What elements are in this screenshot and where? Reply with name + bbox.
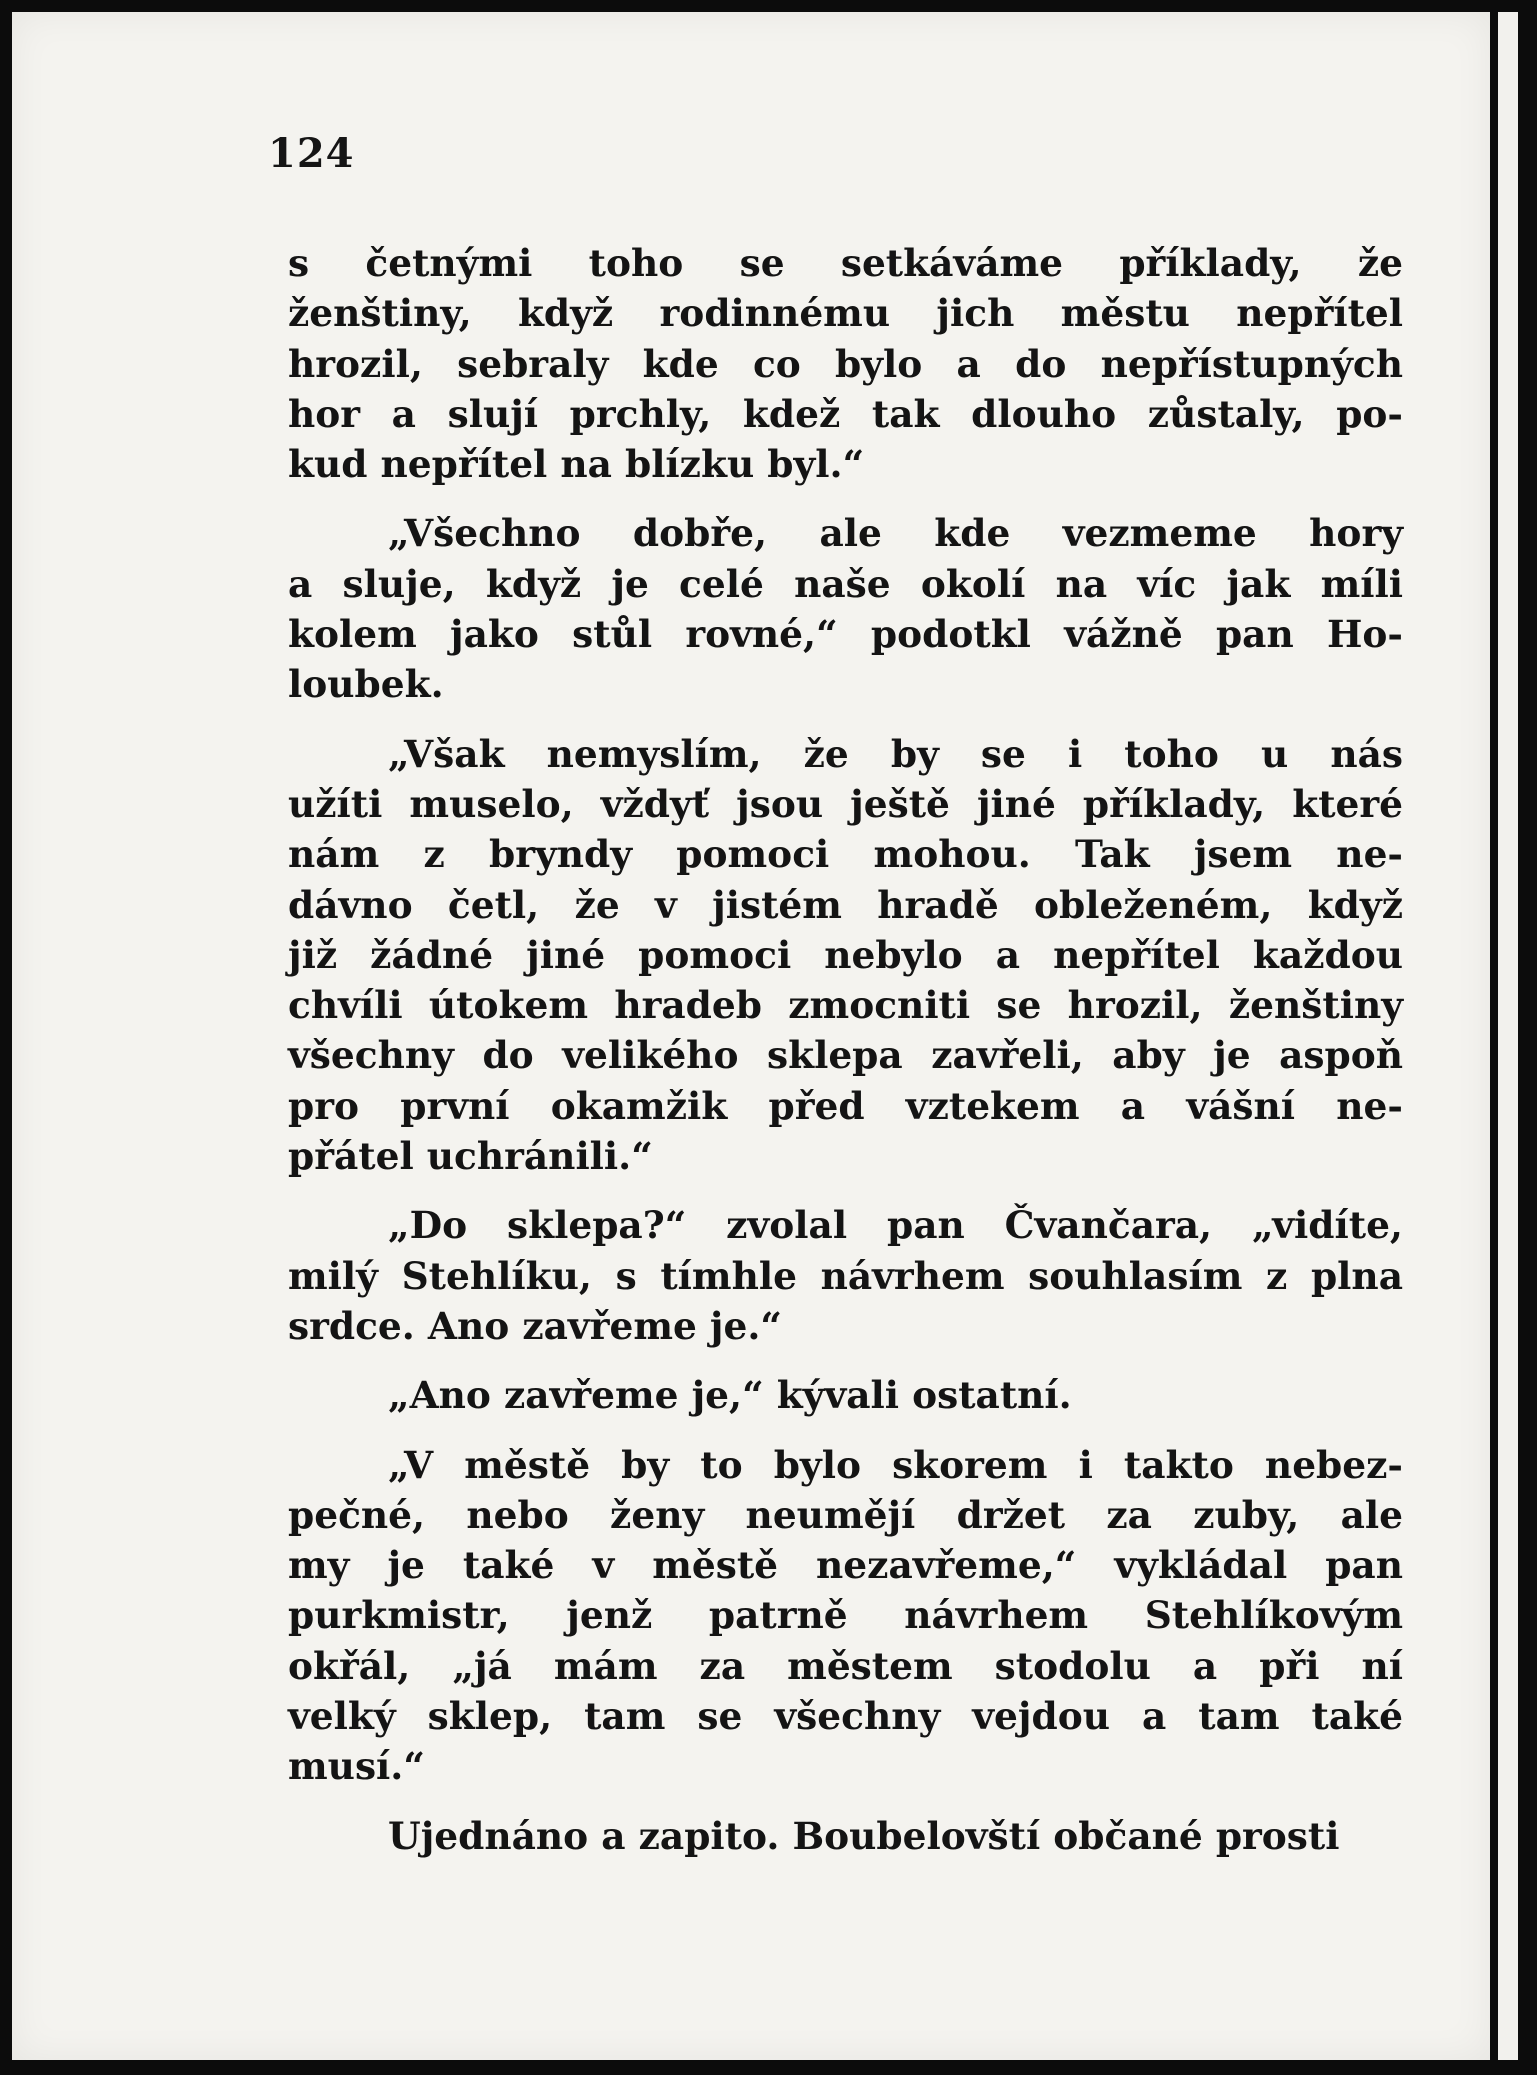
text-line: srdce. Ano zavřeme je.“: [288, 1303, 782, 1348]
paragraph: [288, 1370, 1403, 1420]
text-line: kud nepřítel na blízku byl.“: [288, 442, 865, 487]
text-line: musí.“: [288, 1744, 425, 1789]
paragraph: [288, 729, 1403, 1182]
adjacent-page-edge: [1498, 12, 1518, 2060]
text-line: pro první okamžik před vztekem a vášní ne-: [288, 1083, 1403, 1128]
text-line: velký sklep, tam se všechny vejdou a tam také: [288, 1694, 1403, 1739]
text-line: a sluje, když je celé naše okolí na víc jak míli: [288, 561, 1403, 606]
page-number: 124: [268, 130, 355, 177]
text-line: „V městě by to bylo skorem i takto nebez-: [388, 1442, 1403, 1487]
text-line: kolem jako stůl rovné,“ podotkl vážně pan Ho-: [288, 612, 1403, 657]
text-line: „Ano zavřeme je,“ kývali ostatní.: [388, 1373, 1072, 1418]
paragraph: [288, 508, 1403, 709]
text-line: „Do sklepa?“ zvolal pan Čvančara, „vidíte,: [388, 1203, 1403, 1248]
text-line: my je také v městě nezavřeme,“ vykládal pan: [288, 1543, 1403, 1588]
text-line: užíti muselo, vždyť jsou ještě jiné příklady, které: [288, 781, 1403, 826]
text-line: Ujednáno a zapito. Boubelovští občané prosti: [388, 1813, 1340, 1858]
text-line: pečné, nebo ženy neumějí držet za zuby, ale: [288, 1492, 1403, 1537]
paragraph: [288, 1440, 1403, 1792]
text-line: „Všechno dobře, ale kde vezmeme hory: [388, 511, 1403, 556]
text-line: přátel uchránili.“: [288, 1134, 653, 1179]
text-line: nám z bryndy pomoci mohou. Tak jsem ne-: [288, 832, 1403, 877]
paragraph: [288, 238, 1403, 489]
page-text: [288, 238, 1403, 1880]
paragraph: [288, 1811, 1403, 1861]
text-line: všechny do velikého sklepa zavřeli, aby je aspoň: [288, 1033, 1403, 1078]
paragraph: [288, 1200, 1403, 1351]
text-line: „Však nemyslím, že by se i toho u nás: [388, 731, 1403, 776]
text-line: okřál, „já mám za městem stodolu a při ní: [288, 1643, 1403, 1688]
text-line: hrozil, sebraly kde co bylo a do nepřístupných: [288, 341, 1403, 386]
text-line: purkmistr, jenž patrně návrhem Stehlíkovým: [288, 1593, 1403, 1638]
text-line: s četnými toho se setkáváme příklady, že: [288, 241, 1403, 285]
text-line: již žádné jiné pomoci nebylo a nepřítel každou: [288, 932, 1403, 977]
text-line: milý Stehlíku, s tímhle návrhem souhlasím z plna: [288, 1253, 1403, 1298]
text-line: hor a slují prchly, kdež tak dlouho zůstaly, po-: [288, 391, 1403, 436]
text-line: dávno četl, že v jistém hradě obleženém, když: [288, 882, 1403, 927]
text-line: ženštiny, když rodinnému jich městu nepřítel: [288, 291, 1403, 336]
text-line: loubek.: [288, 662, 444, 707]
text-line: chvíli útokem hradeb zmocniti se hrozil, ženštiny: [288, 983, 1403, 1028]
